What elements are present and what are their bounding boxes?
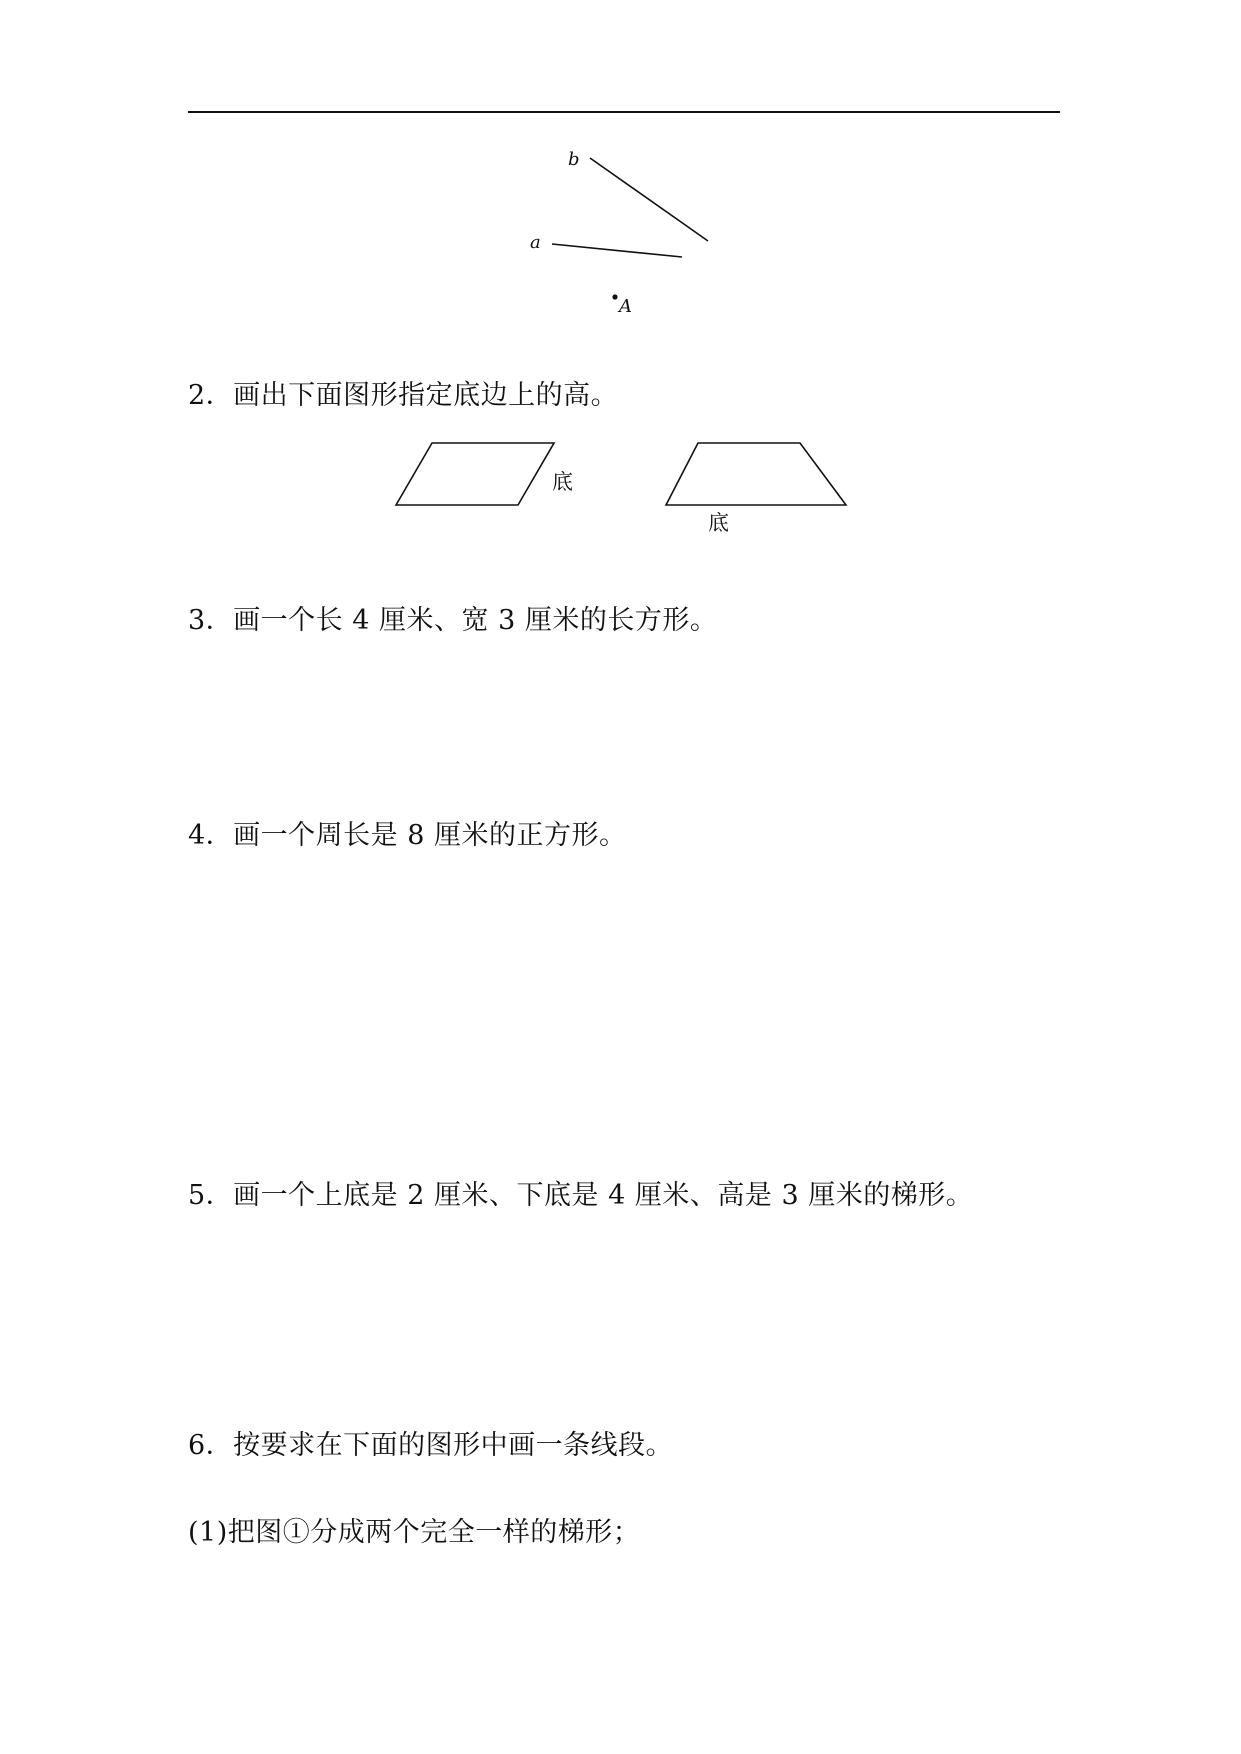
question-4: 4．画一个周长是 8 厘米的正方形。 (188, 820, 627, 851)
parallelogram-base-label: 底 (552, 470, 573, 494)
line-a (552, 244, 682, 257)
question-3: 3．画一个长 4 厘米、宽 3 厘米的长方形。 (188, 605, 718, 636)
trapezoid (666, 443, 846, 505)
question-2: 2．画出下面图形指定底边上的高。 (188, 380, 619, 411)
label-b: b (568, 149, 580, 170)
parallelogram (396, 443, 554, 505)
question-6: 6．按要求在下面的图形中画一条线段。 (188, 1430, 674, 1461)
line-b (590, 158, 708, 241)
label-A: A (619, 296, 632, 317)
trapezoid-base-label: 底 (708, 511, 729, 535)
point-A (612, 294, 617, 299)
question-6-part-1: (1)把图①分成两个完全一样的梯形； (188, 1517, 641, 1548)
figure-lines-and-point (520, 140, 720, 330)
figure-parallelogram-trapezoid (380, 430, 860, 540)
question-5: 5．画一个上底是 2 厘米、下底是 4 厘米、高是 3 厘米的梯形。 (188, 1180, 974, 1211)
header-rule (188, 111, 1060, 113)
label-a: a (530, 232, 541, 253)
